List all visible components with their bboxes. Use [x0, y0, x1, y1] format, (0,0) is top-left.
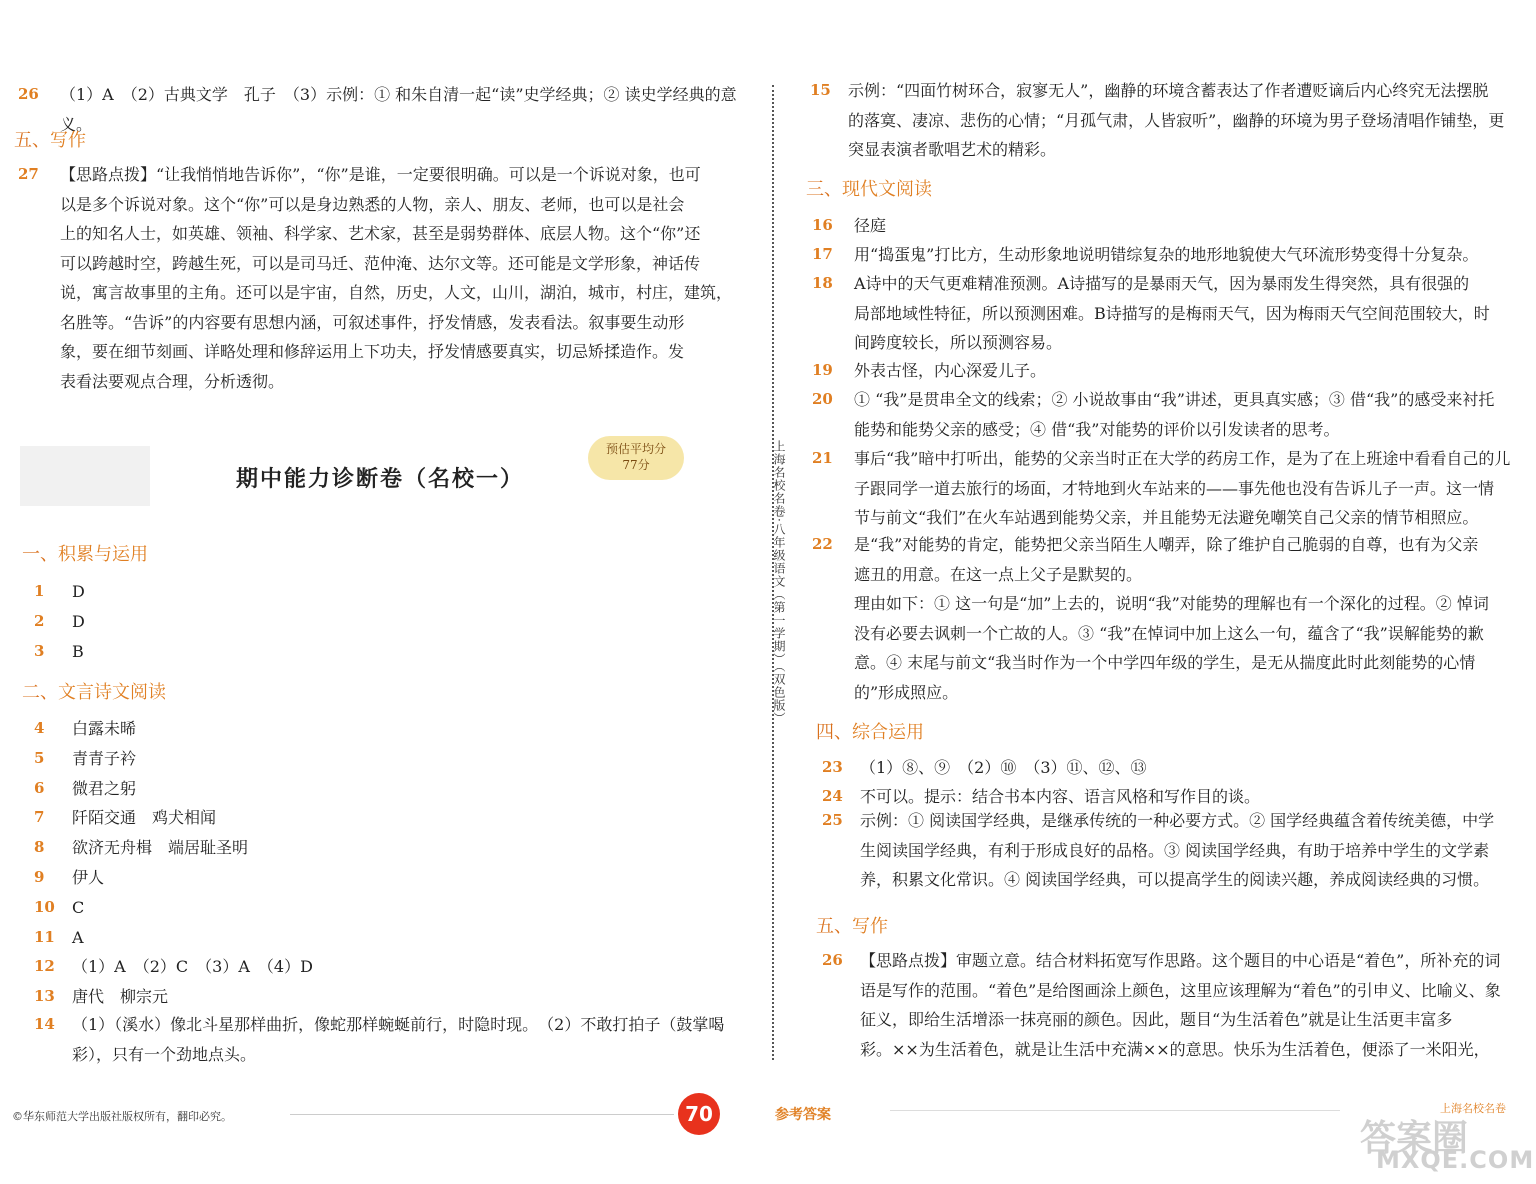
answer-1: 1 D — [34, 582, 85, 601]
answer-22: 22 是“我”对能势的肯定，能势把父亲当陌生人嘲弄，除了维护自己脆弱的自尊，也有为父亲 遮丑的用意。在这一点上父子是默契的。 理由如下：① 这一句是“加”上去的，说明“我”对能势的理解也有一个深化的过程。② 悼词 没有必要去讽刺一个亡故的人。③ “我”在悼词中加上这么一句，蕴含了“我”误解能势的歉 意。④ 末尾与前文“我当时作为一个中学四年级的学生，是无从揣度此时此刻能势的心情 的”形成照应。 — [812, 535, 1489, 702]
section-classical-heading: 二、文言诗文阅读 — [22, 682, 166, 703]
exam-title: 期中能力诊断卷（名校一） — [235, 466, 524, 492]
answer-3: 3 B — [34, 642, 84, 661]
answer-24: 24 不可以。提示：结合书本内容、语言风格和写作目的谈。 — [822, 787, 1261, 806]
answer-11: 11 A — [34, 928, 84, 947]
average-score-badge: 预估平均分 77分 — [588, 436, 684, 480]
question-number: 26 — [18, 85, 39, 103]
watermark-logo: 答案圈 — [1360, 1118, 1469, 1159]
spine-label: 上海名校名卷·八年级语文（第一学期）（双色版） — [772, 440, 786, 725]
answer-21: 21 事后“我”暗中打听出，能势的父亲当时正在大学的药房工作，是为了在上班途中看看自己的儿 子跟同学一道去旅行的场面，才特地到火车站来的——事先他也没有告诉儿子一声。这一情 节与前文“我们”在火车站遇到能势父亲，并且能势无法避免嘲笑自己父亲的情节相照应。 — [812, 449, 1511, 527]
section-writing-heading: 五、写作 — [14, 130, 86, 151]
answer-16: 16 径庭 — [812, 216, 887, 235]
question-number: 27 — [18, 165, 39, 183]
answer-4: 4 白露未晞 — [34, 719, 137, 738]
answer-2: 2 D — [34, 612, 85, 631]
answer-8: 8 欲济无舟楫 端居耻圣明 — [34, 838, 249, 857]
answer-14: 14 （1）（溪水）像北斗星那样曲折，像蛇那样蜿蜒前行，时隐时现。 （2）不敢打拍子（鼓掌喝 彩），只有一个劲地点头。 — [34, 1015, 725, 1064]
answer-26 — [18, 80, 738, 139]
answer-paragraph: 【思路点拨】“让我悄悄地告诉你”，“你”是谁，一定要很明确。可以是一个诉说对象，也可 以是多个诉说对象。这个“你”可以是身边熟悉的人物，亲人、朋友、老师，也可以是社会 上的知名人士，如英雄、领袖、科学家、艺术家，甚至是弱势群体、底层人物。这个“你”还 可以跨越时空，跨越生死，可以是司马迁、范仲淹、达尔文等。还可能是文学形象，神话传 说，寓言故事里的主角。还可以是宇宙，自然，历史，人文，山川，湖泊，城市，村庄，建筑， 名胜等。“告诉”的内容要有思想内涵，可叙述事件，抒发情感，发表看法。叙事要生动形 象，要在细节刻画、详略处理和修辞运用上下功夫，抒发情感要真实，切忌矫揉造作。发 表看法要观点合理，分析透彻。 — [60, 165, 733, 391]
answer-9: 9 伊人 — [34, 868, 105, 887]
answer-25: 25 示例：① 阅读国学经典，是继承传统的一种必要方式。② 国学经典蕴含着传统美德，中学 生阅读国学经典，有利于形成良好的品格。③ 阅读国学经典，有助于培养中学生的文学素 养，积累文化常识。④ 阅读国学经典，可以提高学生的阅读兴趣，养成阅读经典的习惯。 — [822, 811, 1495, 889]
answer-20: 20 ① “我”是贯串全文的线索；② 小说故事由“我”讲述，更具真实感；③ 借“我”的感受来衬托 能势和能势父亲的感受；④ 借“我”对能势的评价以引发读者的思考。 — [812, 390, 1495, 439]
answer-text: （1）A （2）古典文学 孔子 （3）示例：① 和朱自清一起“读”史学经典；② 读史学经典的意义。 — [60, 85, 737, 134]
answer-10: 10 C — [34, 898, 85, 917]
footer-rule — [290, 1114, 674, 1115]
copyright-footer: ©华东师范大学出版社版权所有，翻印必究。 — [12, 1110, 232, 1123]
section-writing-heading: 五、写作 — [816, 916, 888, 937]
watermark-url: MXQE.COM — [1376, 1146, 1535, 1174]
answer-26: 26 【思路点拨】审题立意。结合材料拓宽写作思路。这个题目的中心语是“着色”，所补充的词 语是写作的范围。“着色”是给图画涂上颜色，这里应该理解为“着色”的引申义、比喻义、象 征义，即给生活增添一抹亮丽的颜色。因此，题目“为生活着色”就是让生活更丰富多 彩。××为生活着色，就是让生活中充满××的意思。快乐为生活着色，便添了一米阳光， — [822, 951, 1501, 1059]
section-integrated-heading: 四、综合运用 — [816, 722, 924, 743]
answer-19: 19 外表古怪，内心深爱儿子。 — [812, 361, 1047, 380]
answer-17: 17 用“捣蛋鬼”打比方，生动形象地说明错综复杂的地形地貌使大气环流形势变得十分复杂。 — [812, 245, 1479, 264]
placeholder-box — [20, 446, 150, 506]
answer-15: 15 示例：“四面竹树环合，寂寥无人”，幽静的环境含蓄表达了作者遭贬谪后内心终究无法摆脱 的落寞、凄凉、悲伤的心情；“月孤气肃，人皆寂听”，幽静的环境为男子登场清唱作铺垫，更 突显表演者歌唱艺术的精彩。 — [810, 81, 1505, 159]
series-label: 上海名校名卷 — [1440, 1102, 1506, 1115]
left-page — [0, 0, 760, 1184]
reference-answer-label: 参考答案 — [775, 1107, 831, 1123]
section-accumulation-heading: 一、积累与运用 — [22, 544, 148, 565]
answer-23: 23 （1）⑧、⑨ （2）⑩ （3）⑪、⑫、⑬ — [822, 758, 1147, 777]
footer-rule-right — [890, 1110, 1340, 1111]
answer-6: 6 微君之躬 — [34, 779, 137, 798]
section-modern-reading-heading: 三、现代文阅读 — [806, 179, 932, 200]
page-number: 70 — [678, 1093, 720, 1135]
answer-27 — [18, 160, 738, 396]
answer-13: 13 唐代 柳宗元 — [34, 987, 169, 1006]
answer-18: 18 A诗中的天气更难精准预测。A诗描写的是暴雨天气，因为暴雨发生得突然，具有很强的 局部地域性特征，所以预测困难。B诗描写的是梅雨天气，因为梅雨天气空间范围较大，时 间跨度较长，所以预测容易。 — [812, 274, 1490, 352]
answer-7: 7 阡陌交通 鸡犬相闻 — [34, 808, 217, 827]
answer-5: 5 青青子衿 — [34, 749, 137, 768]
right-page — [790, 0, 1536, 1184]
answer-12: 12 （1）A （2）C （3）A （4）D — [34, 957, 313, 976]
